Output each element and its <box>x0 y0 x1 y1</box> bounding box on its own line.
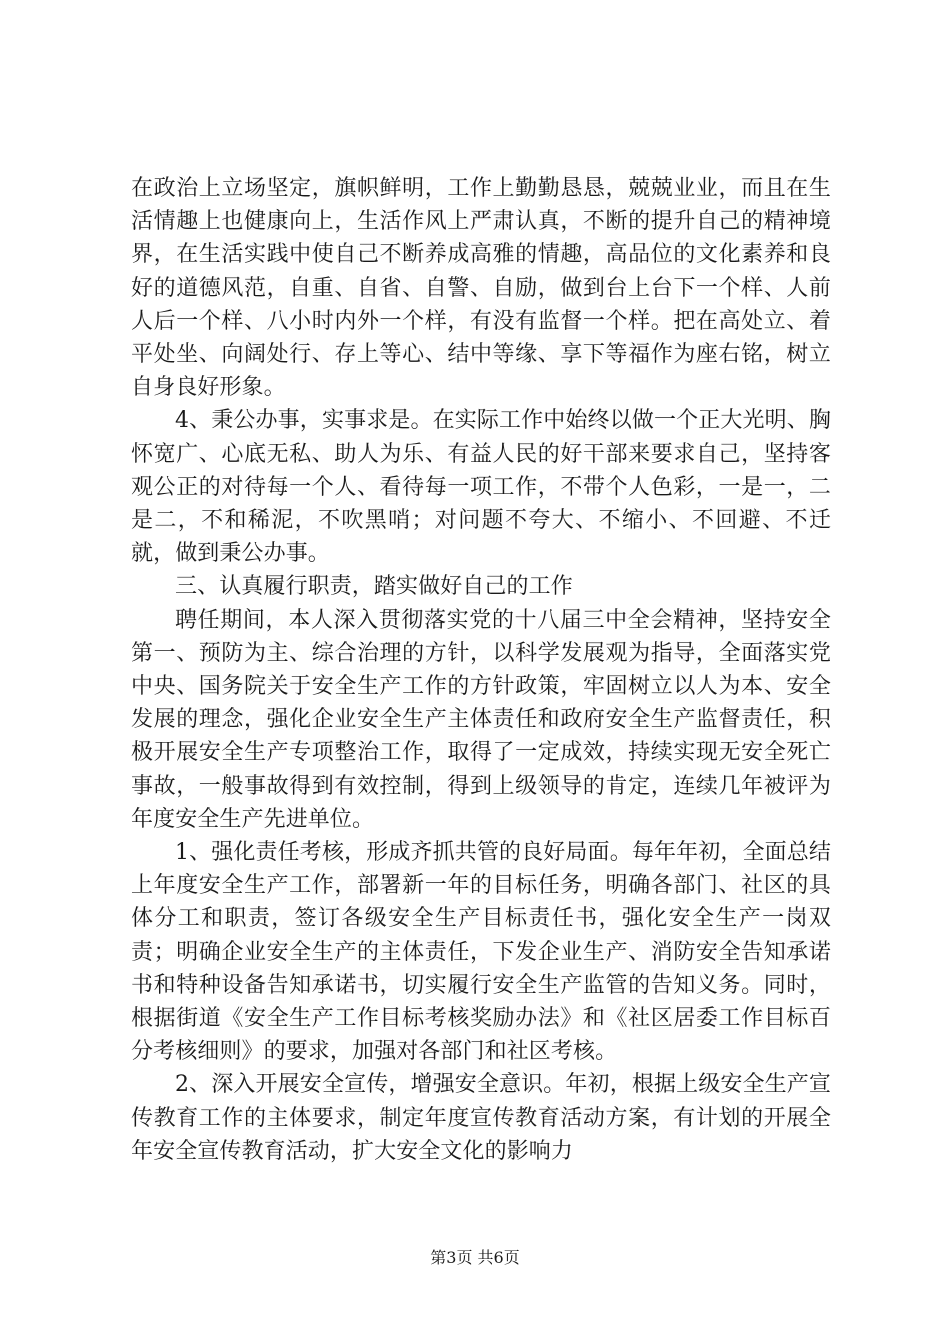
paragraph-5: 2、深入开展安全宣传，增强安全意识。年初，根据上级安全生产宣传教育工作的主体要求，制定年度宣传教育活动方案，有计划的开展全年安全宣传教育活动，扩大安全文化的影响力 <box>131 1072 831 1164</box>
paragraph-1: 在政治上立场坚定，旗帜鲜明，工作上勤勤恳恳，兢兢业业，而且在生活情趣上也健康向上，生活作风上严肃认真，不断的提升自己的精神境界，在生活实践中使自己不断养成高雅的情趣，高品位的文化素养和良好的道德风范，自重、自省、自警、自励，做到台上台下一个样、人前人后一个样、八小时内外一个样，有没有监督一个样。把在高处立、着平处坐、向阔处行、存上等心、结中等缘、享下等福作为座右铭，树立自身良好形象。 <box>131 176 831 401</box>
paragraph-2: 4、秉公办事，实事求是。在实际工作中始终以做一个正大光明、胸怀宽广、心底无私、助人为乐、有益人民的好干部来要求自己，坚持客观公正的对待每一个人、看待每一项工作，不带个人色彩，一是一，二是二，不和稀泥，不吹黑哨；对问题不夸大、不缩小、不回避、不迁就，做到秉公办事。 <box>131 408 831 567</box>
document-body <box>131 172 831 1168</box>
section-heading: 三、认真履行职责，踏实做好自己的工作 <box>175 574 573 600</box>
paragraph-4: 1、强化责任考核，形成齐抓共管的良好局面。每年年初，全面总结上年度安全生产工作，部署新一年的目标任务，明确各部门、社区的具体分工和职责，签订各级安全生产目标责任书，强化安全生产一岗双责；明确企业安全生产的主体责任，下发企业生产、消防安全告知承诺书和特种设备告知承诺书，切实履行安全生产监管的告知义务。同时，根据街道《安全生产工作目标考核奖励办法》和《社区居委工作目标百分考核细则》的要求，加强对各部门和社区考核。 <box>131 840 831 1065</box>
page-number-footer: 第3页 共6页 <box>430 1248 520 1267</box>
paragraph-3: 聘任期间，本人深入贯彻落实党的十八届三中全会精神，坚持安全第一、预防为主、综合治理的方针，以科学发展观为指导，全面落实党中央、国务院关于安全生产工作的方针政策，牢固树立以人为本、安全发展的理念，强化企业安全生产主体责任和政府安全生产监督责任，积极开展安全生产专项整治工作，取得了一定成效，持续实现无安全死亡事故，一般事故得到有效控制，得到上级领导的肯定，连续几年被评为年度安全生产先进单位。 <box>131 607 831 832</box>
